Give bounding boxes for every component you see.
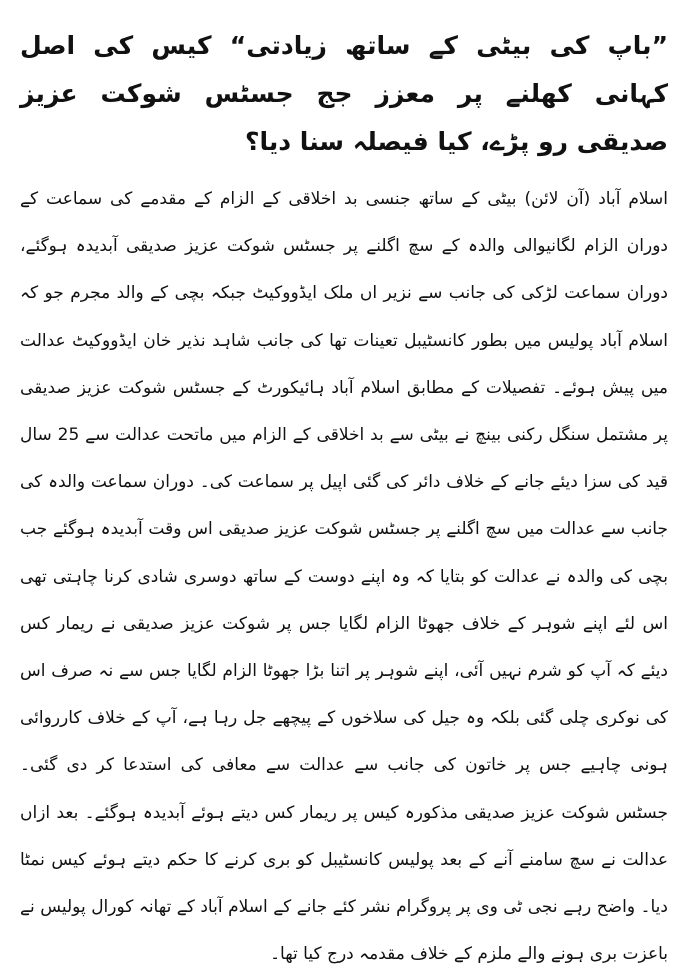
article-body: اسلام آباد (آن لائن) بیٹی کے ساتھ جنسی بد اخلاقی کے الزام کے مقدمے کی سماعت کے دوران الزام لگانیوالی والدہ کے سچ اگلنے پر جسٹس شوکت عزیز صدیقی آبدیدہ ہوگئے، دوران سماعت لڑکی کی جانب سے نزیر اں ملک ایڈووکیٹ جبکہ بچی کے والد مجرم جو کہ اسلام آباد پولیس میں بطور کانسٹیبل تعینات تھا کی جانب شاہد نذیر خان ایڈووکیٹ عدالت میں پیش ہوئے۔ تفصیلات کے مطابق اسلام آباد ہائیکورٹ کے جسٹس شوکت عزیز صدیقی پر مشتمل سنگل رکنی بینچ نے بیٹی سے بد اخلاقی کے الزام میں ماتحت عدالت سے 25 سال قید کی سزا دیئے جانے کے خلاف دائر کی گئی اپیل پر سماعت کی۔ دوران سماعت والدہ کی جانب سے عدالت میں سچ اگلنے پر جسٹس شوکت عزیز صدیقی اس وقت آبدیدہ ہوگئے جب بچی کی والدہ نے عدالت کو بتایا کہ وہ اپنے دوست کے ساتھ دوسری شادی کرنا چاہتی تھی اس لئے اپنے شوہر کے خلاف جھوٹا الزام لگایا جس پر شوکت عزیز صدیقی نے ریمار کس دیئے کہ آپ کو شرم نہیں آئی، اپنے شوہر پر اتنا بڑا جھوٹا الزام لگایا جس سے نہ صرف اس کی نوکری چلی گئی بلکہ وہ جیل کی سلاخوں کے پیچھے جل رہا ہے، آپ کے خلاف کارروائی ہونی چاہیے جس پر خاتون کی جانب سے عدالت سے معافی کی استدعا کر دی گئی۔ جسٹس شوکت عزیز صدیقی مذکورہ کیس پر ریمار کس دیتے ہوئے آبدیدہ ہوگئے۔ بعد ازاں عدالت نے سچ سامنے آنے کے بعد پولیس کانسٹیبل کو بری کرنے کا حکم دیتے ہوئے کیس نمٹا دیا۔ واضح رہے نجی ٹی وی پر پروگرام نشر کئے جانے کے اسلام آباد کے تھانہ کورال پولیس نے باعزت بری ہونے والے ملزم کے خلاف مقدمہ درج کیا تھا۔ xyxy=(20,189,669,965)
article-headline: ”باپ کی بیٹی کے ساتھ زیادتی“ کیس کی اصل کہانی کھلنے پر معزز جج جسٹس شوکت عزیز صدیقی رو پڑے، کیا فیصلہ سنا دیا؟ xyxy=(20,31,668,156)
